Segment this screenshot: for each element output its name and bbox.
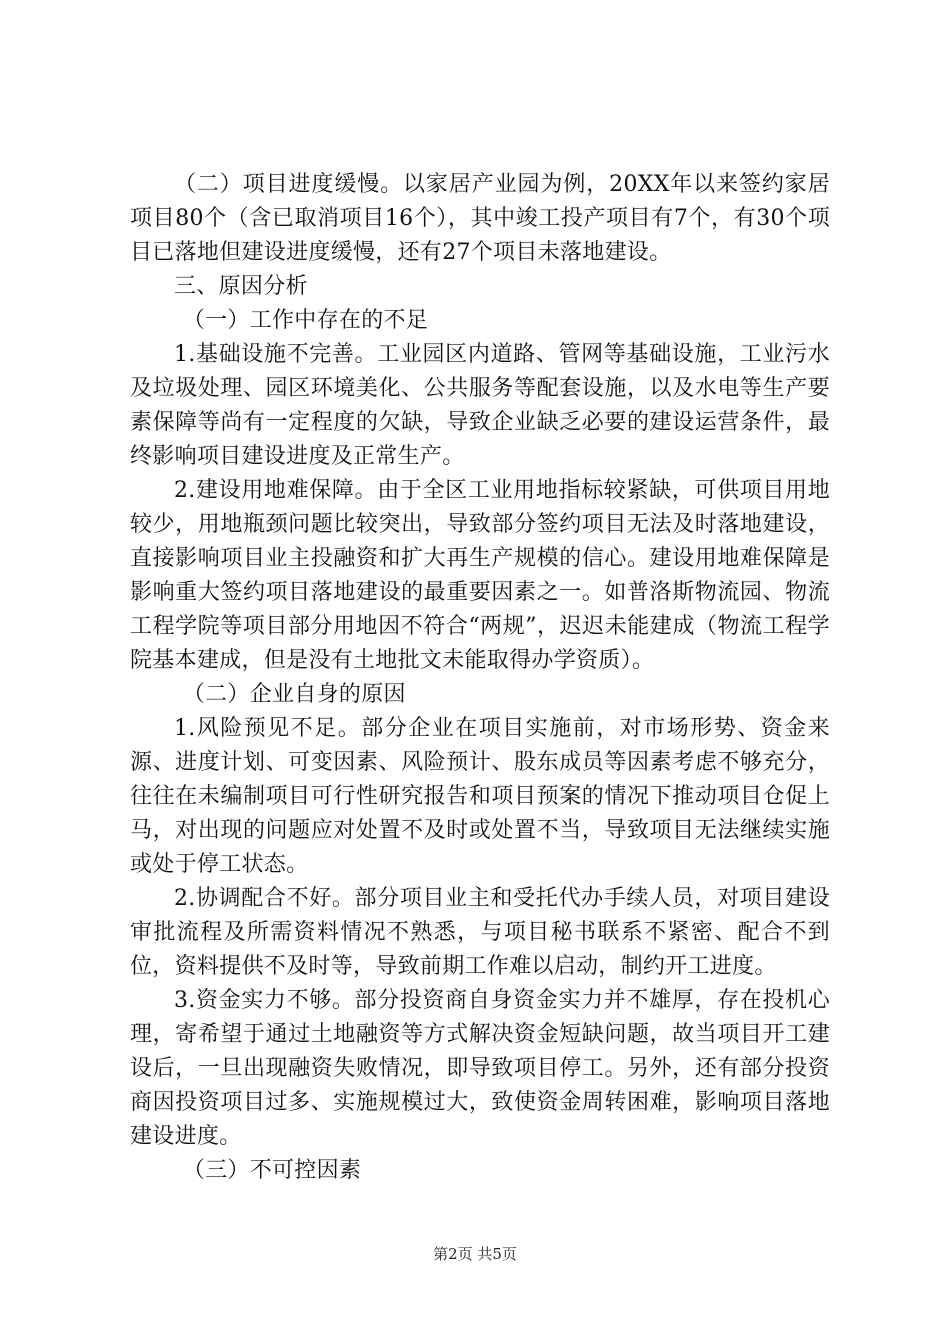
heading-enterprise-reasons: （二）企业自身的原因 (182, 682, 406, 707)
paragraph-risk-foresight: 1.风险预见不足。部分企业在项目实施前，对市场形势、资金来源、进度计划、可变因素、风险预计、股东成员等因素考虑不够充分，往往在未编制项目可行性研究报告和项目预案的情况下推动项目仓促上马，对出现的问题应对处置不及时或处置不当，导致项目无法继续实施或处于停工状态。 (130, 716, 830, 877)
paragraph-coordination: 2.协调配合不好。部分项目业主和受托代办手续人员，对项目建设审批流程及所需资料情况不熟悉，与项目秘书联系不紧密、配合不到位，资料提供不及时等，导致前期工作难以启动，制约开工进度。 (130, 886, 830, 979)
page-number-footer: 第2页 共5页 (433, 1245, 517, 1263)
heading-work-deficiency: （一）工作中存在的不足 (182, 308, 429, 333)
heading-cause-analysis: 三、原因分析 (174, 274, 308, 299)
paragraph-progress-slow: （二）项目进度缓慢。以家居产业园为例，20XX年以来签约家居项目80个（含已取消项目16个），其中竣工投产项目有7个，有30个项目已落地但建设进度缓慢，还有27个项目未落地建设。 (130, 172, 830, 265)
document-body (130, 168, 830, 1188)
paragraph-land-guarantee: 2.建设用地难保障。由于全区工业用地指标较紧缺，可供项目用地较少，用地瓶颈问题比较突出，导致部分签约项目无法及时落地建设，直接影响项目业主投融资和扩大再生产规模的信心。建设用地难保障是影响重大签约项目落地建设的最重要因素之一。如普洛斯物流园、物流工程学院等项目部分用地因不符合“两规”，迟迟未能建成（物流工程学院基本建成，但是没有土地批文未能取得办学资质）。 (130, 478, 830, 673)
heading-uncontrollable-factors: （三）不可控因素 (182, 1158, 362, 1183)
paragraph-infrastructure: 1.基础设施不完善。工业园区内道路、管网等基础设施，工业污水及垃圾处理、园区环境美化、公共服务等配套设施，以及水电等生产要素保障等尚有一定程度的欠缺，导致企业缺乏必要的建设运营条件，最终影响项目建设进度及正常生产。 (130, 342, 830, 469)
paragraph-funding: 3.资金实力不够。部分投资商自身资金实力并不雄厚，存在投机心理，寄希望于通过土地融资等方式解决资金短缺问题，故当项目开工建设后，一旦出现融资失败情况，即导致项目停工。另外，还有部分投资商因投资项目过多、实施规模过大，致使资金周转困难，影响项目落地建设进度。 (130, 988, 830, 1149)
